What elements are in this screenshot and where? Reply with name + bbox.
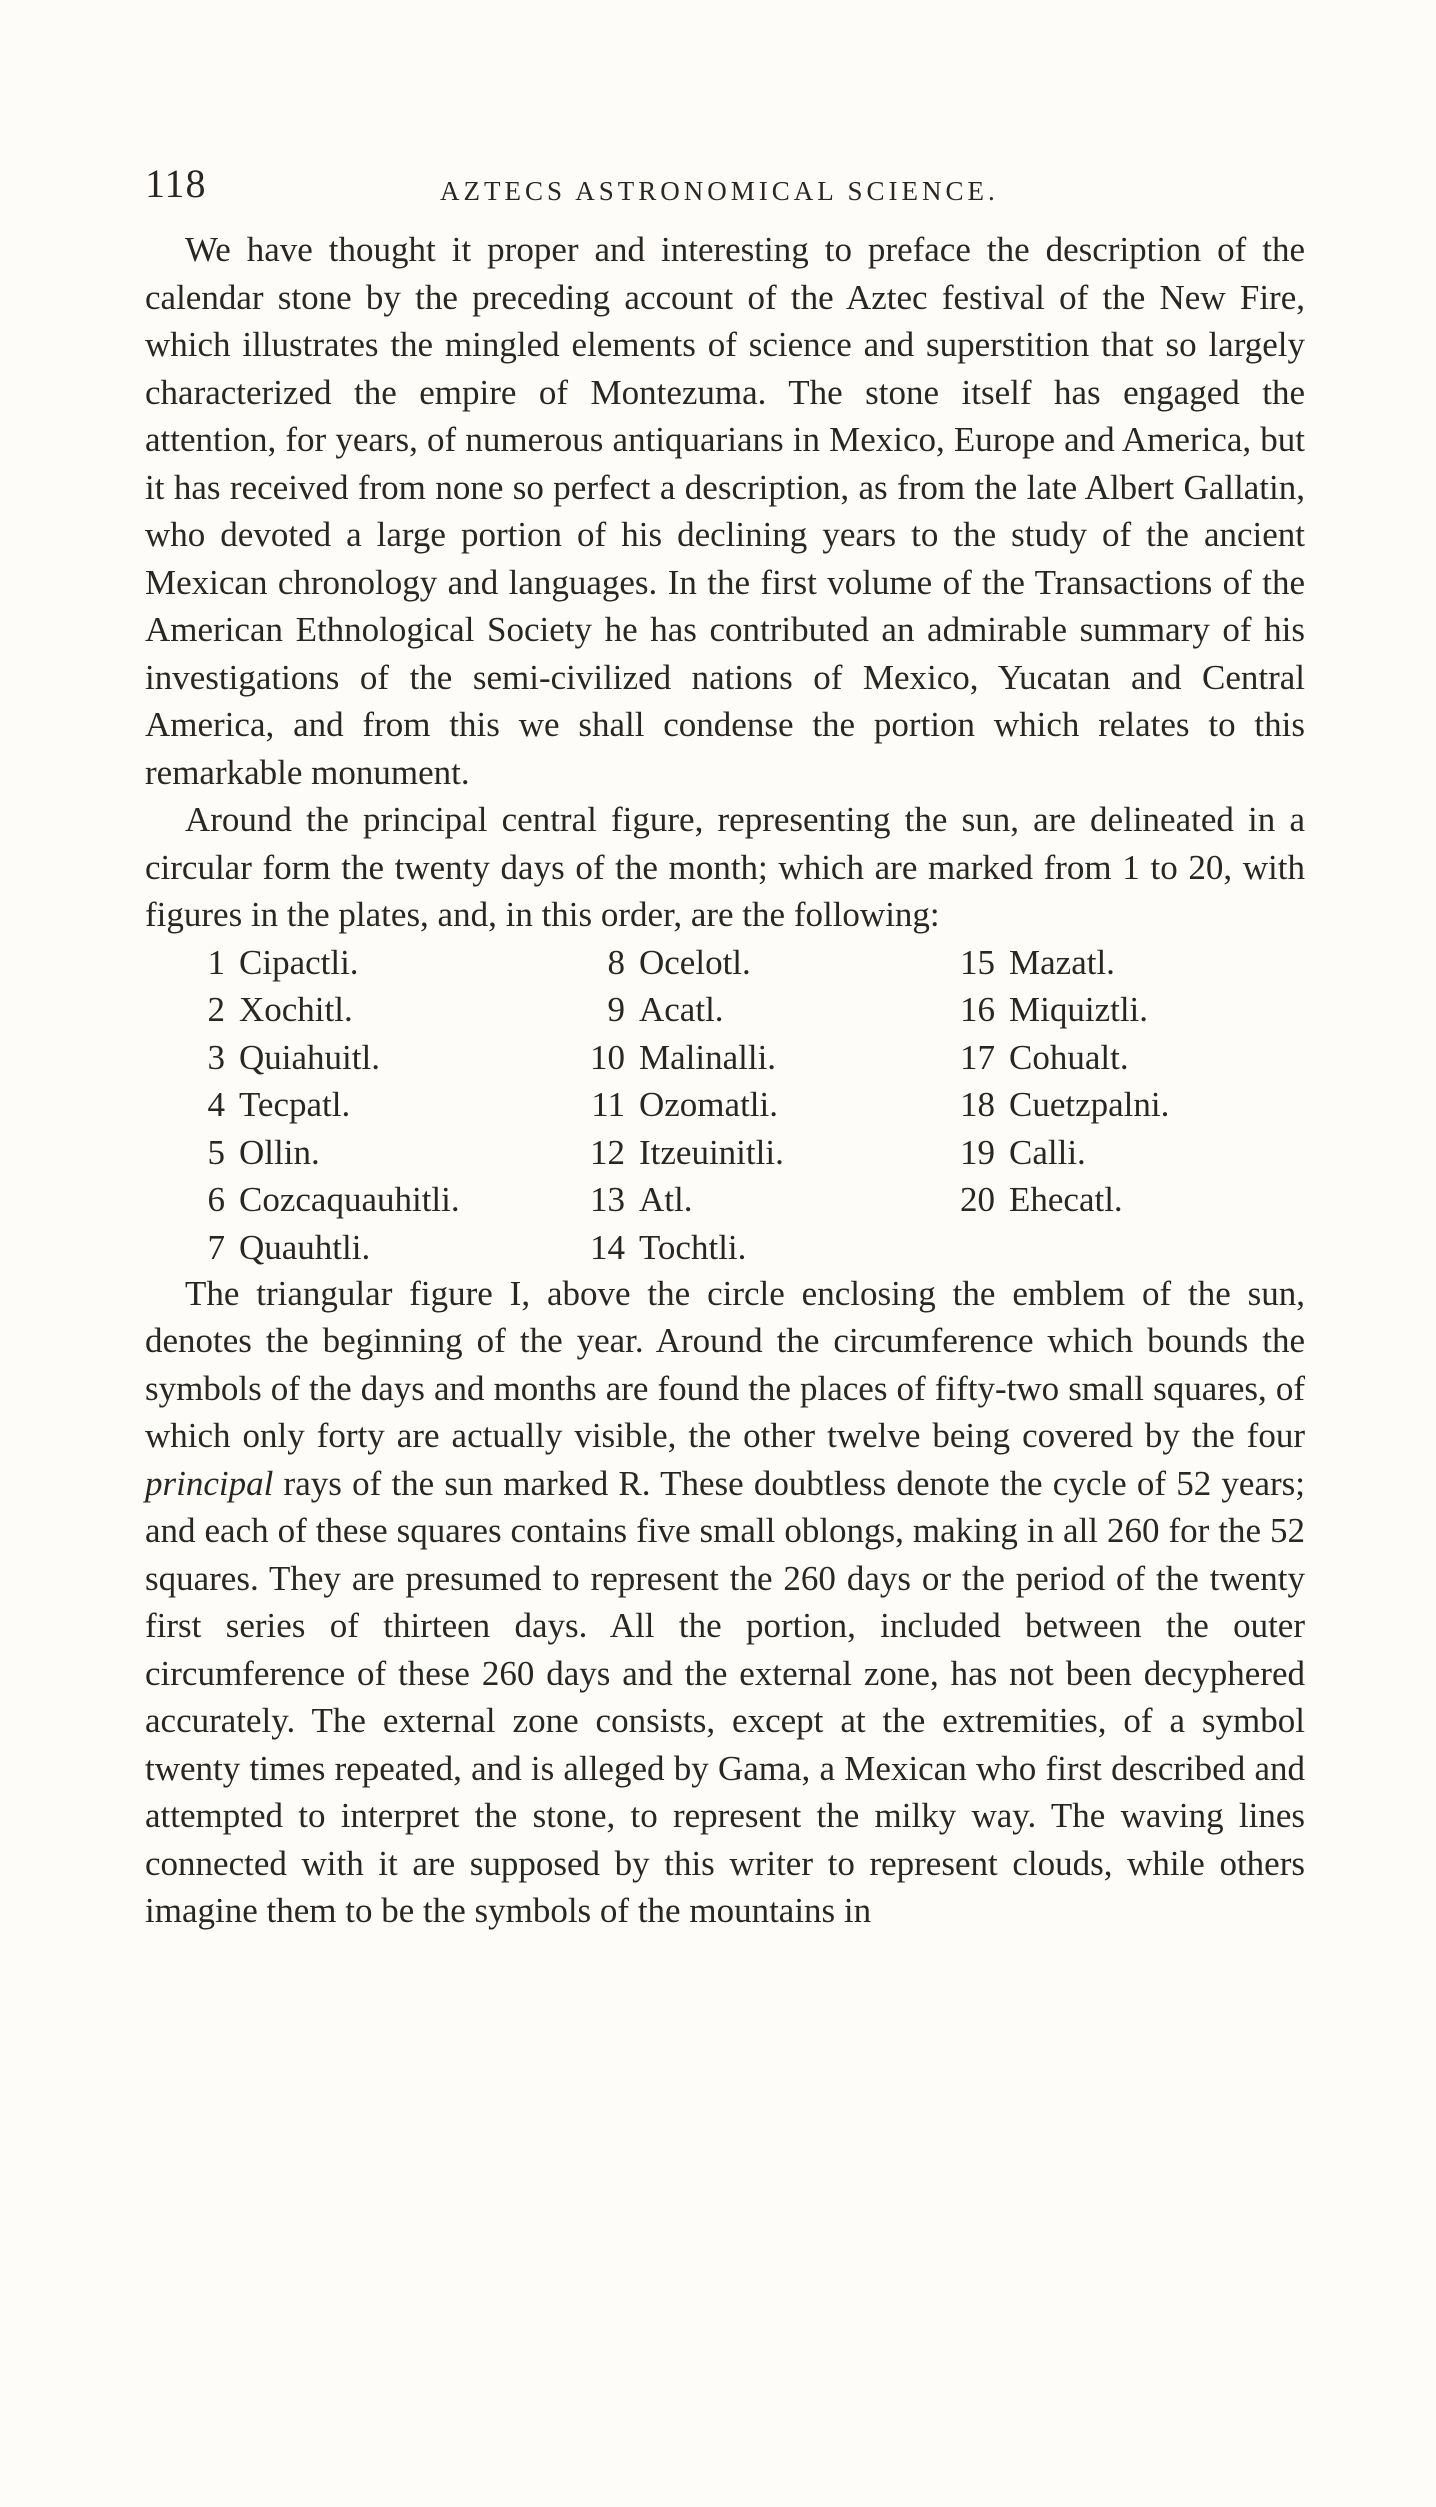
day-entry — [585, 1034, 784, 1082]
day-name: Malinalli. — [639, 1037, 777, 1077]
day-entry — [585, 1129, 784, 1177]
day-entry — [585, 1081, 784, 1129]
day-name: Miquiztli. — [1009, 990, 1149, 1029]
body-text — [145, 226, 1305, 1935]
day-name: Ocelotl. — [639, 942, 751, 982]
running-title: AZTECS ASTRONOMICAL SCIENCE. — [440, 176, 999, 206]
day-number: 10 — [590, 1037, 625, 1077]
day-name: Cozcaquauhitli. — [239, 1180, 460, 1219]
day-number: 2 — [207, 990, 225, 1029]
day-entry — [955, 1081, 1169, 1129]
day-name: Xochitl. — [239, 990, 353, 1029]
day-name: Quauhtli. — [239, 1227, 371, 1267]
day-entry — [185, 1224, 460, 1272]
day-number: 19 — [960, 1132, 995, 1172]
paragraph-text: rays of the sun marked R. These doubtless denote the cycle of 52 years; and each of these squares contains five small oblongs, making in all 260 for the 52 squares. They are presumed to represent the 260 days or the period of the twenty first series of thirteen days. All the portion, included between the outer circumference of these 260 days and the external zone, has not been decyphered accurately. The external zone consists, except at the extremities, of a symbol twenty times repeated, and is alleged by Gama, a Mexican who first described and attempted to interpret the stone, to represent the milky way. The waving lines connected with it are supposed by this writer to represent clouds, while others imagine them to be the symbols of the mountains in — [145, 1463, 1306, 1930]
day-column-1 — [185, 939, 460, 1272]
day-number: 9 — [607, 990, 625, 1029]
day-name: Itzeuinitli. — [639, 1132, 784, 1172]
day-name: Cuetzpalni. — [1009, 1085, 1170, 1124]
day-entry — [585, 1176, 784, 1224]
day-name: Tochtli. — [639, 1227, 747, 1267]
day-name: Mazatl. — [1009, 942, 1115, 982]
paragraph-twenty-days: Around the principal central figure, representing the sun, are delineated in a circular form the twenty days of the month; which are marked from 1 to 20, with figures in the plates, and, in this order, are the following: — [145, 800, 1305, 934]
day-entry — [585, 939, 784, 987]
day-number: 12 — [590, 1132, 625, 1172]
day-number: 4 — [207, 1085, 225, 1124]
day-number: 15 — [960, 942, 995, 982]
day-number: 20 — [960, 1180, 995, 1219]
paragraph-stone-symbols — [145, 1270, 1305, 1935]
day-number: 7 — [207, 1227, 225, 1267]
day-entry — [585, 1224, 784, 1272]
day-name: Atl. — [639, 1180, 693, 1219]
day-name: Cohualt. — [1009, 1037, 1129, 1077]
day-names-table — [145, 939, 1305, 1270]
day-entry — [955, 1034, 1169, 1082]
day-number: 14 — [590, 1227, 625, 1267]
day-entry — [185, 986, 460, 1034]
day-name: Cipactli. — [239, 942, 359, 982]
paragraph-calendar-stone-intro: We have thought it proper and interesting to preface the description of the calendar stone by the preceding account of the Aztec festival of the New Fire, which illustrates the mingled elements of science and superstition that so largely characterized the empire of Montezuma. The stone itself has engaged the attention, for years, of numerous antiquarians in Mexico, Europe and America, but it has received from none so perfect a description, as from the late Albert Gallatin, who devoted a large portion of his declining years to the study of the ancient Mexican chronology and languages. In the first volume of the Transactions of the American Ethnological Society he has contributed an admirable summary of his investigations of the semi-civilized nations of Mexico, Yucatan and Central America, and from this we shall condense the portion which relates to this remarkable monument. — [145, 230, 1305, 792]
paragraph-text: The triangular figure I, above the circle enclosing the emblem of the sun, denotes the beginning of the year. Around the circumference which bounds the symbols of the days and months are found the places of fifty-two small squares, of which only forty are actually visible, the other twelve being covered by the four — [145, 1273, 1305, 1455]
day-name: Quiahuitl. — [239, 1037, 380, 1077]
day-entry — [955, 939, 1169, 987]
day-column-2 — [585, 939, 784, 1272]
day-number: 3 — [207, 1037, 225, 1077]
day-entry — [185, 939, 460, 987]
day-number: 16 — [960, 990, 995, 1029]
day-entry — [185, 1176, 460, 1224]
day-column-3 — [955, 939, 1169, 1224]
day-name: Ehecatl. — [1009, 1180, 1123, 1219]
day-number: 1 — [207, 942, 225, 982]
day-name: Calli. — [1009, 1132, 1086, 1172]
day-name: Tecpatl. — [239, 1085, 351, 1124]
day-entry — [585, 986, 784, 1034]
day-number: 18 — [960, 1085, 995, 1124]
day-entry — [955, 986, 1169, 1034]
italic-word: principal — [145, 1463, 274, 1503]
day-number: 5 — [207, 1132, 225, 1172]
day-number: 13 — [590, 1180, 625, 1219]
page-header — [145, 160, 1305, 210]
day-number: 6 — [207, 1180, 225, 1219]
day-number: 8 — [607, 942, 625, 982]
day-entry — [185, 1034, 460, 1082]
day-entry — [955, 1176, 1169, 1224]
day-entry — [955, 1129, 1169, 1177]
day-number: 11 — [591, 1085, 625, 1124]
day-name: Ollin. — [239, 1132, 320, 1172]
day-entry — [185, 1129, 460, 1177]
page-number: 118 — [145, 161, 207, 206]
day-number: 17 — [960, 1037, 995, 1077]
day-name: Acatl. — [639, 990, 724, 1029]
day-name: Ozomatli. — [639, 1085, 778, 1124]
day-entry — [185, 1081, 460, 1129]
